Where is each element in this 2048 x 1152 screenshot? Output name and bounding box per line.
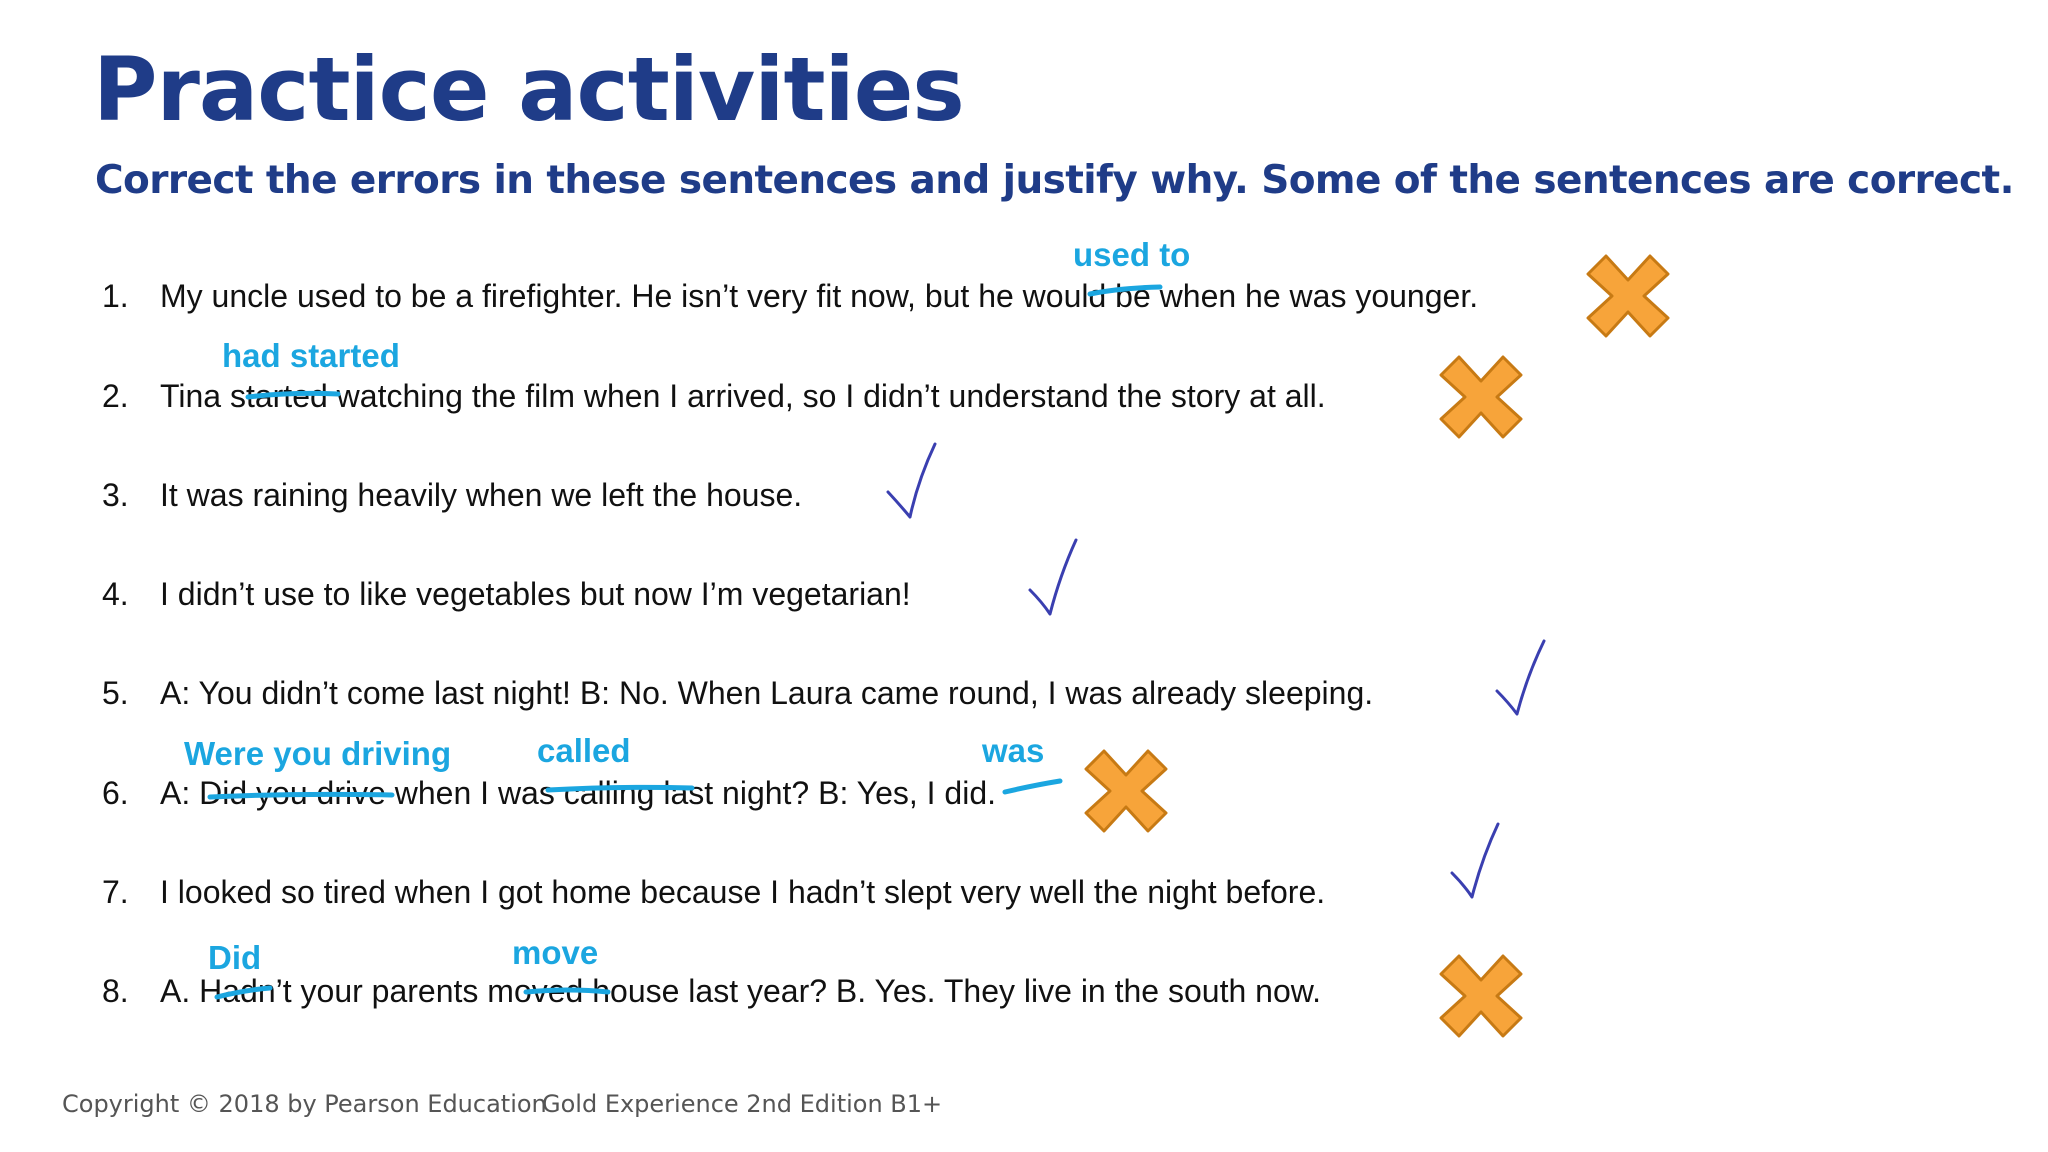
strike-line (210, 794, 392, 797)
cross-mark-icon (1086, 751, 1166, 831)
item-sentence: A: Did you drive when I was calling last night? B: Yes, I did. (160, 775, 997, 811)
item-sentence: I didn’t use to like vegetables but now I’m vegetarian! (160, 576, 911, 612)
correction-2: had started (222, 337, 400, 374)
item-number: 4. (102, 576, 129, 612)
item-number: 6. (102, 775, 129, 811)
item-number: 7. (102, 874, 129, 910)
tick-mark-icon (1452, 824, 1498, 897)
page-subtitle: Correct the errors in these sentences and justify why. Some of the sentences are correct. (95, 158, 2014, 203)
strike-line (548, 787, 692, 790)
item-sentence: A: You didn’t come last night! B: No. When Laura came round, I was already sleeping. (160, 675, 1374, 711)
strike-line (248, 393, 338, 397)
item-sentence: A. Hadn’t your parents moved house last year? B. Yes. They live in the south now. (160, 973, 1321, 1009)
correction-1: used to (1073, 236, 1191, 273)
tick-mark-icon (1030, 540, 1076, 614)
item-sentence: Tina started watching the film when I arrived, so I didn’t understand the story at all. (160, 378, 1326, 414)
strike-line (526, 990, 608, 992)
correction-8a: Did (208, 939, 262, 976)
footer-book: Gold Experience 2nd Edition B1+ (542, 1090, 943, 1118)
cross-mark-icon (1441, 956, 1521, 1036)
tick-mark-icon (1497, 641, 1544, 714)
strike-line (217, 988, 270, 997)
item-sentence: It was raining heavily when we left the house. (160, 477, 803, 513)
footer-copyright: Copyright © 2018 by Pearson Education (62, 1090, 547, 1118)
item-number: 2. (102, 378, 129, 414)
cross-mark-icon (1441, 357, 1521, 437)
item-number: 1. (102, 278, 129, 314)
item-number: 3. (102, 477, 129, 513)
correction-6b: called (537, 732, 631, 769)
cross-mark-icon (1588, 256, 1668, 336)
correction-6a: Were you driving (184, 735, 452, 772)
tick-mark-icon (888, 444, 935, 517)
item-sentence: My uncle used to be a firefighter. He isn’t very fit now, but he would be when he was younger. (160, 278, 1479, 314)
correction-8b: move (512, 934, 599, 971)
item-number: 8. (102, 973, 129, 1009)
strike-line (1090, 287, 1160, 294)
page-title: Practice activities (93, 38, 964, 141)
item-number: 5. (102, 675, 129, 711)
correction-6c: was (982, 732, 1045, 769)
strike-line (1005, 781, 1060, 792)
item-sentence: I looked so tired when I got home because I hadn’t slept very well the night before. (160, 874, 1326, 910)
